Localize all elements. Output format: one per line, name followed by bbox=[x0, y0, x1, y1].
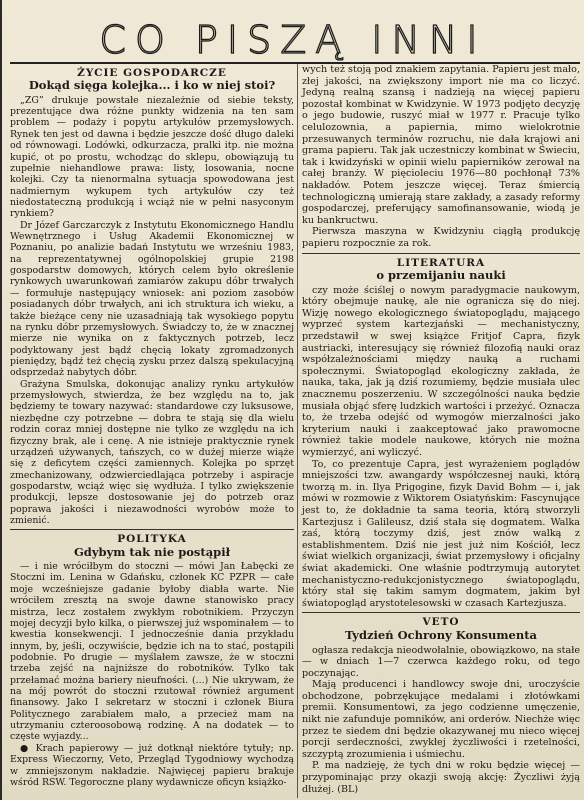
article-paragraph: To, co prezentuje Capra, jest wyrażeniem poglądów mniejszości tzw. awangardy współczesnej nauki, którą tworzą m. in. Ilya Prigogine, fizyk David Bohm — i, jak mówi w rozmowie z Wiktorem Osiatyńskim: Fascynujące jest to, że dokładnie ta sama teoria, którą stworzyli Kartezjusz i Galileusz, dziś stała się dogmatem. Walka zaś, którą toczymy dziś, jest znów walką z establishmentem. Dziś nie jest już nim Kościół, lecz świat wielkich organizacji, świat przemysłowy i oficjalny świat akademicki. One właśnie podtrzymują autorytet mechanistyczno-redukcjonistycznego światopoglądu, który stał się takim samym dogmatem, jakim był światopogląd arystotelesowski w czasach Kartezjusza. bbox=[302, 458, 580, 609]
masthead-title: CO PISZĄ INNI bbox=[99, 18, 487, 62]
article-paragraph: Pierwsza maszyna w Kwidzyniu ciągłą produkcję papieru rozpocznie za rok. bbox=[302, 226, 580, 249]
article-paragraph: — i nie wróciłbym do stoczni — mówi Jan Łabęcki ze Stoczni im. Lenina w Gdańsku, członek KC PZPR — całe moje wcześniejsze gadanie byłoby diabła warte. Nie wróciłem zresztą na swoje dawne stanowisko pracy mistrza, lecz zostałem zwykłym robotnikiem. Przyczyn mojej decyzji było kilka, o pierwszej już wspominałem — to kwestia konsekwencji. I jednocześnie dania przykładu innym, by, jeśli, oczywiście, będzie ich na to stać, postąpili podobnie. Po drugie — myślałem zawsze, że w stoczni trzeba zejść na najniższe do robotników. Tylko tak przełamać można bariery nieufności. (...) Nie ukrywam, że na mój powrót do stoczni rzutował również argument finansowy. Jako I sekretarz w stoczni i członek Biura Politycznego zarabiałem mało, a przecież mam na utrzymaniu czteroosobową rodzinę. A na dodatek — to częste wyjazdy... bbox=[10, 561, 294, 743]
article-title-tydzien: Tydzień Ochrony Konsumenta bbox=[345, 627, 537, 642]
right-column bbox=[302, 64, 580, 795]
column-divider bbox=[297, 64, 298, 798]
article-paragraph: Grażyna Smulska, dokonując analizy rynku artykułów przemysłowych, stwierdza, że bez względu na to, jak będziemy te towary nazywać: standardowe czy luksusowe, niezbędne czy potrzebne — dobra te stają się dla wielu rodzin coraz mniej dostępne nie tylko ze względu na ich fizyczny brak, ale i cenę. A nie istnieje praktycznie rynek urządzeń używanych, tańszych, co w dużej mierze wiąże się z deficytem części zamiennych. Kolejka po sprzęt zmechanizowany, odzwierciedlająca potrzeby i aspiracje gospodarstw, wciąż więc się wydłuża. I tylko zwiększenie produkcji, lepsze dostosowanie jej do potrzeb oraz poprawa jakości i niezawodności wyrobów może to zmienić. bbox=[10, 378, 294, 527]
section-divider bbox=[302, 253, 580, 254]
section-divider bbox=[302, 612, 580, 613]
article-paragraph: ● Krach papierowy — już dotknął niektóre tytuły; np. Express Wieczorny, Veto, Przegląd Tygodniowy wychodzą w zmniejszonym nakładzie. Najwięcej papieru brakuje wśród RSW. Tegoroczne plany wydawnicze oficyn książko- bbox=[10, 742, 294, 788]
article-paragraph: „ZG” drukuje powstałe niezależnie od siebie teksty, prezentujące dwa różne punkty widzenia na ten sam problem — podaży i popytu artykułów przemysłowych. Rynek ten jest od dawna i będzie jeszcze dość długo daleki od równowagi. Lodówki, odkurzacza, pralki itp. nie można kupić, ot po prostu, wchodząc do sklepu, obowiązują tu zupełnie niehandlowe prawa: listy, losowania, nocne kolejki. Czy ta nienormalna sytuacja spowodowana jest nadmiernym wykupem tych artykułów czy też niedostateczną produkcją i wciąż nie w pełni nasyconym rynkiem? bbox=[10, 94, 294, 220]
article-title-kolejka: Dokąd sięga kolejka... i ko w niej stoi? bbox=[28, 78, 276, 93]
article-title-przemijanie: o przemijaniu nauki bbox=[376, 268, 506, 283]
section-header-zycie-gospodarcze: ŻYCIE GOSPODARCZE bbox=[77, 67, 227, 79]
section-header-polityka: POLITYKA bbox=[117, 533, 187, 546]
section-header-literatura: LITERATURA bbox=[396, 256, 486, 269]
article-paragraph: wych też stoją pod znakiem zapytania. Papieru jest mało, złej jakości, na zwiększony import nie ma co liczyć. Jedyną realną szansą i nadzieją na więcej papieru pozostał kombinat w Kwidzynie. W 1973 podjęto decyzję o jego budowie, ruszyć miał w 1977 r. Pracuje tylko celulozownia, a papiernia, mimo wielokrotnie przesuwanych terminów rozruchu, nie dała krajowi ani grama papieru. Tak jak uczestniczy kombinat w Świeciu, tak i kwidzyński w opinii wielu papierników zerował na całej branży. W pięcioleciu 1976—80 pochłonął 73% nakładów. Potem jeszcze więcej. Teraz śmiercią technologiczną umierają stare zakłady, a zasady reformy gospodarczej, preferujący samofinansowanie, wiodą je ku bankructwu. bbox=[302, 64, 580, 226]
article-paragraph: Mają producenci i handlowcy swoje dni, uroczyście obchodzone, pobrzękujące medalami i złotówkami premii. Konsumentowi, za jego codzienne umęczenie, nikt nie zafunduje pomników, ani orderów. Niechże więc przez te siedem dni będzie okazywanej mu nieco więcej porcji serdeczności, zwykłej życzliwości i rzetelności, szczyptą zrozumienia i uśmiechu. bbox=[302, 679, 580, 760]
section-header-veto: VETO bbox=[422, 616, 460, 629]
article-paragraph: czy może ściślej o nowym paradygmacie naukowym, który obejmuje naukę, ale nie ogranicza się do niej. Wizję nowego ekologicznego światopoglądu, mającego wyprzeć system kartezjański — mechanistyczny, przedstawił w swej książce Fritjof Capra, fizyk austriacki, interesujący się również filozofią nauki oraz współzależnościami między nauką a ruchami społecznymi. Światopogląd ekologiczny zakłada, że nauka, taka, jak ją dziś rozumiemy, będzie musiała ulec znacznemu poszerzeniu. W szczególności nauka będzie musiała objąć sferę ludzkich wartości i przeżyć. Oznacza to, że trzeba odejść od wymogów mierzalności jako kryterium nauki i zaakceptować jako prawomocne również takie modele naukowe, których nie można wymierzyć, ani wyliczyć. bbox=[302, 284, 580, 458]
left-column bbox=[10, 64, 294, 788]
article-paragraph: ogłasza redakcja nieodwołalnie, obowiązkowo, na stałe — w dniach 1—7 czerwca każdego roku, od tego poczynając. bbox=[302, 644, 580, 679]
article-paragraph: Dr Józef Garczarczyk z Instytutu Ekonomicznego Handlu Wewnętrznego i Usług Akademii Ekonomicznej w Poznaniu, po analizie badań Instytutu we wrześniu 1983, na reprezentatywnej ogólnopolskiej grupie 2198 gospodarstw domowych, których celem było określenie rynkowych uwarunkowań zamiarów zakupu dóbr trwałych — formułuje następujący wniosek: ani poziom zasobów posiadanych dóbr trwałych, ani ich struktura ich wieku, a także bieżące ceny nie uzasadniają tak wysokiego popytu na rynku dóbr przemysłowych. Świadczy to, że w znacznej mierze nie wynika on z faktycznych potrzeb, lecz podyktowany jest bądź chęcią lokaty zgromadzonych pieniędzy, bądź też chęcią zysku przez dalszą spekulacyjną odsprzedaż nabytych dóbr. bbox=[10, 219, 294, 379]
section-divider bbox=[10, 529, 294, 530]
article-title-gdybym: Gdybym tak nie postąpił bbox=[73, 544, 230, 559]
article-paragraph: P. ma nadzieję, że tych dni w roku będzie więcej — przypominając przy okazji swoją akcję: Życzliwi żyją dłużej. (BL) bbox=[302, 760, 580, 795]
